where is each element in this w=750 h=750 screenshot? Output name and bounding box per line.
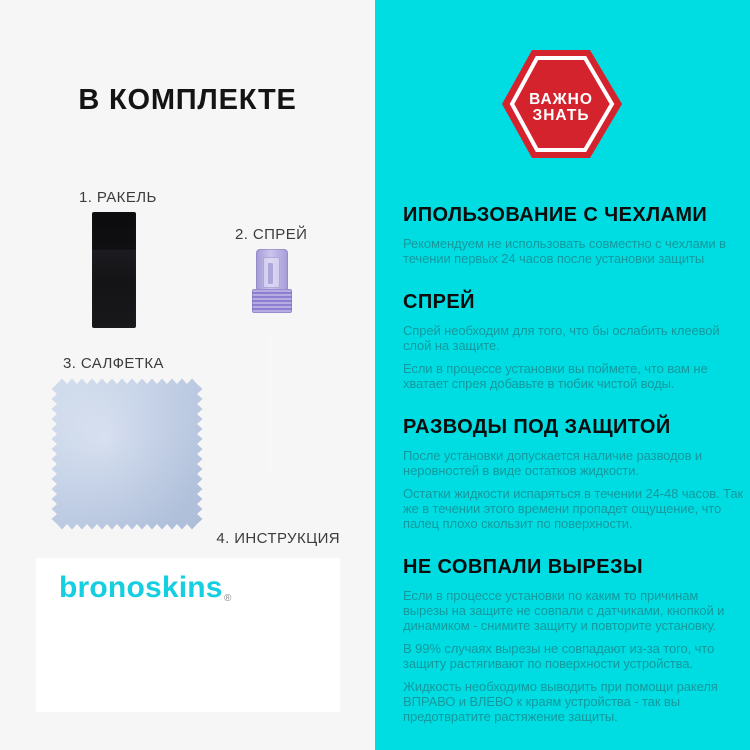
section-spray bbox=[403, 291, 744, 391]
brand-logo: bronoskins bbox=[59, 571, 223, 604]
section-streaks-paragraph-2: Остатки жидкости испаряться в течении 24-48 часов. Так же в течении этого времени пропадет ощущение, что палец плохо скользит по поверхности. bbox=[403, 486, 744, 531]
spray-bottle-stem bbox=[268, 263, 273, 284]
section-cutouts-paragraph-2: В 99% случаях вырезы не совпадают из-за того, что защиту растягивают по поверхности устройства. bbox=[403, 641, 715, 671]
item-label-cloth: 3. САЛФЕТКА bbox=[63, 355, 164, 372]
kit-title: В КОМПЛЕКТЕ bbox=[78, 84, 297, 116]
badge-text-line1: ВАЖНО bbox=[529, 91, 593, 108]
section-streaks-heading: РАЗВОДЫ ПОД ЗАЩИТОЙ bbox=[403, 416, 671, 438]
important-badge bbox=[497, 46, 627, 162]
info-panel bbox=[375, 0, 750, 750]
section-spray-paragraph-2: Если в процессе установки вы поймете, что вам не хватает спрея добавьте в тюбик чистой воды. bbox=[403, 361, 708, 391]
info-sections bbox=[403, 204, 744, 724]
spray-bottle-highlight bbox=[267, 330, 273, 480]
item-label-instruction: 4. ИНСТРУКЦИЯ bbox=[216, 530, 340, 547]
section-streaks-paragraph-1: После установки допускается наличие разводов и неровностей в виде остатков жидкости. bbox=[403, 448, 703, 478]
section-cases-heading: ИПОЛЬЗОВАНИЕ С ЧЕХЛАМИ bbox=[403, 204, 708, 226]
section-cutouts-paragraph-3: Жидкость необходимо выводить при помощи ракеля ВПРАВО и ВЛЕВО к краям устройства - так вы предотвратите растяжение защиты. bbox=[403, 679, 718, 724]
registered-mark-icon: ® bbox=[224, 593, 232, 604]
item-label-spray: 2. СПРЕЙ bbox=[235, 226, 308, 243]
item-label-squeegee: 1. РАКЕЛЬ bbox=[79, 189, 157, 206]
section-cutouts bbox=[403, 556, 744, 724]
instruction-card-image bbox=[36, 558, 340, 712]
section-spray-heading: СПРЕЙ bbox=[403, 291, 475, 313]
section-streaks bbox=[403, 416, 744, 531]
badge-text-line2: ЗНАТЬ bbox=[532, 107, 590, 124]
section-cutouts-paragraph-1: Если в процессе установки по каким то причинам вырезы на защите не совпали с датчиками, кнопкой и динамиком - снимите защиту и повторите установку. bbox=[403, 588, 725, 633]
section-cases bbox=[403, 204, 744, 266]
section-spray-paragraph-1: Спрей необходим для того, что бы ослабить клеевой слой на защите. bbox=[403, 323, 720, 353]
section-cases-paragraph: Рекомендуем не использовать совместно с чехлами в течении первых 24 часов после установки защиты bbox=[403, 236, 726, 266]
squeegee-image bbox=[92, 212, 136, 328]
section-cutouts-heading: НЕ СОВПАЛИ ВЫРЕЗЫ bbox=[403, 556, 643, 578]
cloth-image bbox=[49, 376, 205, 532]
